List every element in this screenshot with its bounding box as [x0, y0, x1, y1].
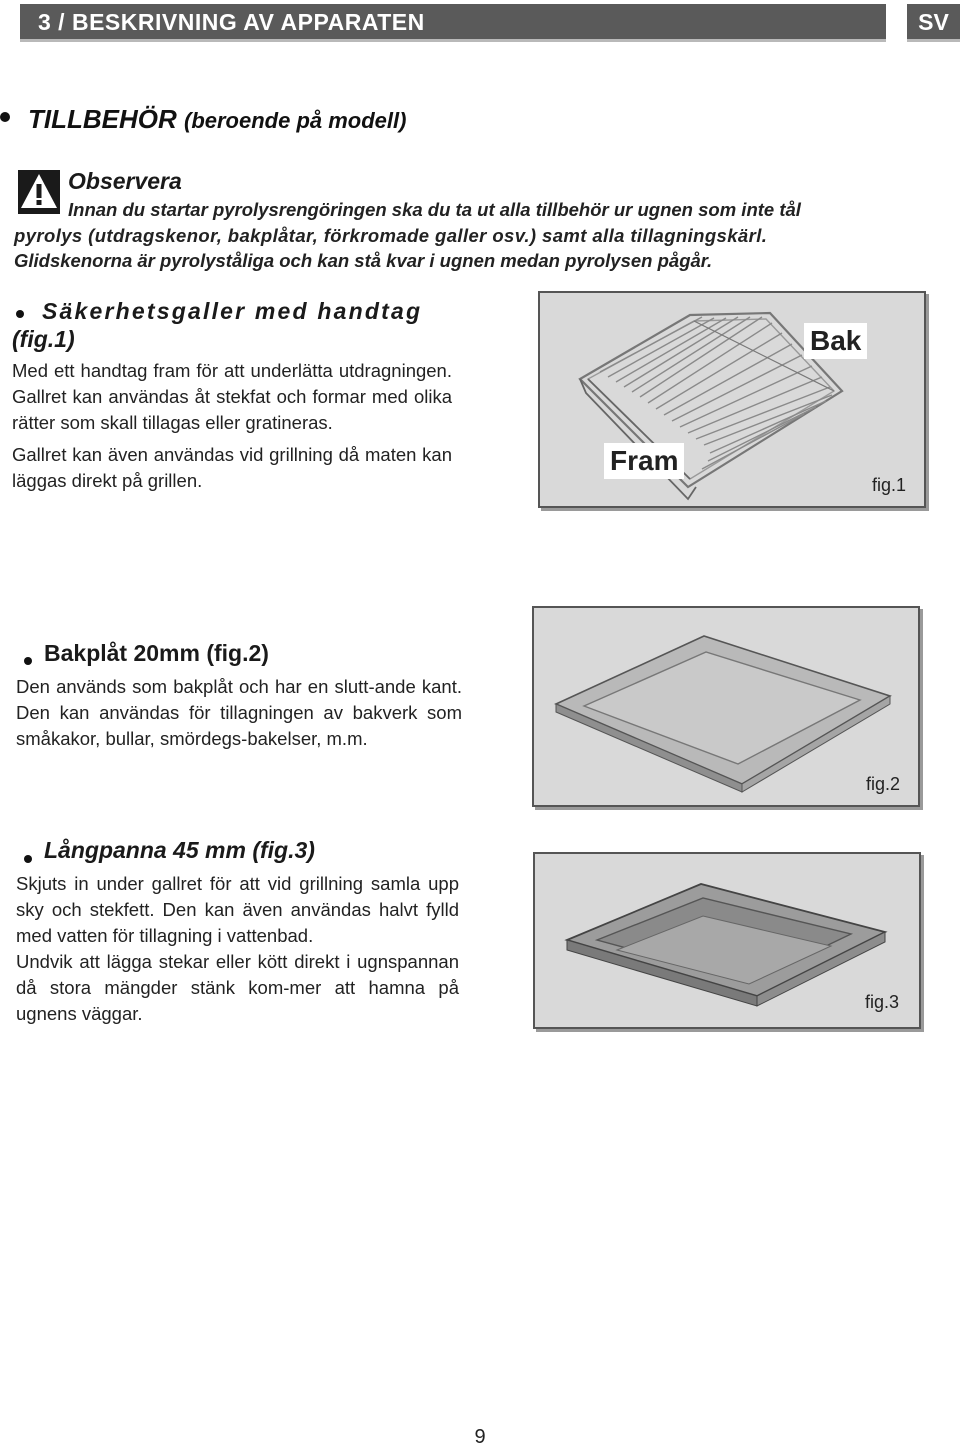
item-title: Säkerhetsgaller med handtag: [42, 298, 423, 324]
warning-line: Glidskenorna är pyrolyståliga och kan stå kvar i ugnen medan pyrolysen pågår.: [14, 250, 713, 271]
warning-icon: [18, 170, 60, 214]
figure-2: [532, 606, 920, 807]
item-bullet: [24, 855, 32, 863]
figure-1: [538, 291, 926, 508]
item-title-ref: (fig.1): [12, 326, 75, 352]
paragraph: Skjuts in under gallret för att vid grillning samla upp sky och stekfett. Den kan även användas halvt fylld med vatten för tillagning i vattenbad.: [16, 873, 459, 946]
warning-title: Observera: [68, 168, 182, 194]
chapter-title: 3 / BESKRIVNING AV APPARATEN: [38, 9, 425, 35]
page-number: 9: [474, 1426, 486, 1448]
figure-label: fig.3: [865, 992, 900, 1012]
language-badge: SV: [907, 4, 960, 42]
figure-3: [533, 852, 921, 1029]
warning-line: Innan du startar pyrolysrengöringen ska du ta ut alla tillbehör ur ugnen som inte tål: [68, 199, 801, 220]
warning-line: pyrolys (utdragskenor, bakplåtar, förkromade galler osv.) samt alla tillagningskärl.: [14, 225, 768, 246]
back-label: Bak: [804, 323, 867, 359]
paragraph: Med ett handtag fram för att underlätta utdragningen. Gallret kan användas åt stekfat och formar med olika rätter som skall tillagas eller gratineras.: [12, 360, 452, 433]
figure-label: fig.1: [872, 475, 907, 495]
item-title: Långpanna 45 mm (fig.3): [44, 837, 315, 863]
item-description: [16, 871, 459, 1027]
figure-label: fig.2: [866, 774, 901, 794]
deep-pan-illustration: [535, 854, 919, 1027]
baking-tray-illustration: [534, 608, 918, 805]
section-title-main: TILLBEHÖR: [28, 104, 177, 134]
item-bullet: [24, 657, 32, 665]
item-title: Bakplåt 20mm (fig.2): [44, 640, 269, 666]
item-description: [12, 358, 452, 494]
paragraph: Gallret kan även användas vid grillning då maten kan läggas direkt på grillen.: [12, 444, 452, 491]
paragraph: Den används som bakplåt och har en slutt-ande kant. Den kan användas för tillagningen av bakverk som småkakor, bullar, smördegs-bakelser, m.m.: [16, 676, 462, 749]
item-bullet: [16, 310, 24, 318]
item-description: [16, 674, 462, 752]
front-label: Fram: [604, 443, 684, 479]
paragraph: Undvik att lägga stekar eller kött direkt i ugnspannan då stora mängder stänk kom-mer att hamna på ugnens väggar.: [16, 951, 459, 1024]
section-title: [28, 104, 406, 135]
section-bullet: [0, 112, 10, 122]
section-subtitle: (beroende på modell): [184, 108, 407, 133]
